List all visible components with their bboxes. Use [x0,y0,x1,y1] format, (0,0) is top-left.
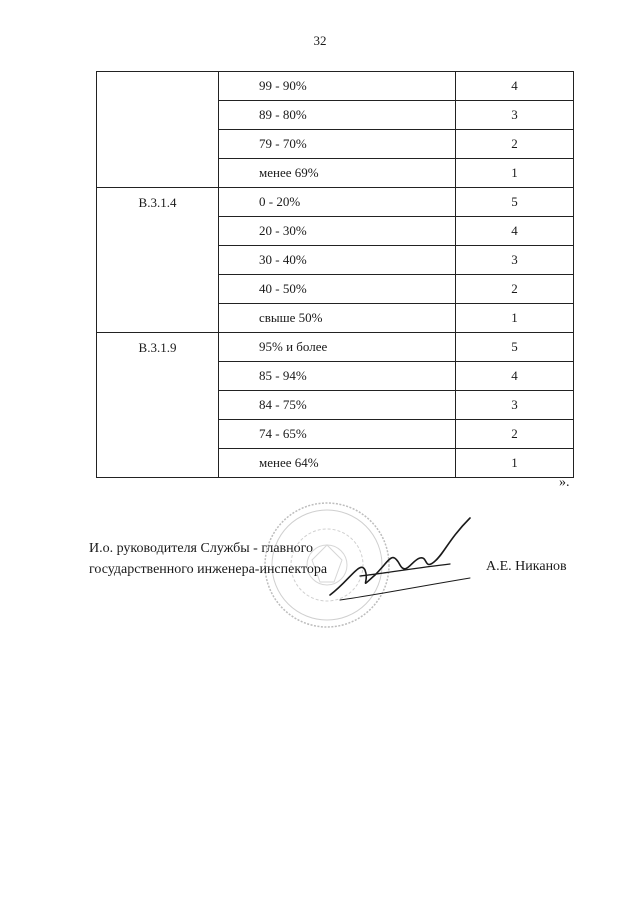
score-cell: 2 [456,130,574,159]
score-cell: 1 [456,449,574,478]
range-cell: менее 69% [219,159,456,188]
score-cell: 5 [456,188,574,217]
criteria-score-table [96,71,574,478]
score-cell: 4 [456,217,574,246]
score-cell: 1 [456,304,574,333]
range-cell: 84 - 75% [219,391,456,420]
range-cell: 79 - 70% [219,130,456,159]
range-cell: 0 - 20% [219,188,456,217]
score-cell: 4 [456,72,574,101]
signatory-name: А.Е. Никанов [486,559,567,574]
range-cell: 74 - 65% [219,420,456,449]
table-row [97,72,574,101]
score-cell: 4 [456,362,574,391]
score-cell: 3 [456,391,574,420]
score-cell: 1 [456,159,574,188]
signatory-title [89,538,327,580]
range-cell: 20 - 30% [219,217,456,246]
range-cell: 85 - 94% [219,362,456,391]
criterion-code-cell: B.3.1.9 [97,333,219,478]
range-cell: 99 - 90% [219,72,456,101]
handwritten-signature [320,510,500,610]
score-cell: 3 [456,246,574,275]
closing-quote-mark: ». [559,475,570,490]
score-cell: 2 [456,420,574,449]
page-number: 32 [313,33,327,48]
criterion-code-cell [97,72,219,188]
range-cell: свыше 50% [219,304,456,333]
score-cell: 3 [456,101,574,130]
range-cell: 40 - 50% [219,275,456,304]
table-row [97,333,574,362]
signatory-title-line-2: государственного инженера-инспектора [89,562,328,577]
criterion-code-cell: B.3.1.4 [97,188,219,333]
signatory-title-line-1: И.о. руководителя Службы - главного [89,541,314,556]
range-cell: 30 - 40% [219,246,456,275]
score-cell: 5 [456,333,574,362]
table-row [97,188,574,217]
score-cell: 2 [456,275,574,304]
range-cell: менее 64% [219,449,456,478]
range-cell: 95% и более [219,333,456,362]
range-cell: 89 - 80% [219,101,456,130]
